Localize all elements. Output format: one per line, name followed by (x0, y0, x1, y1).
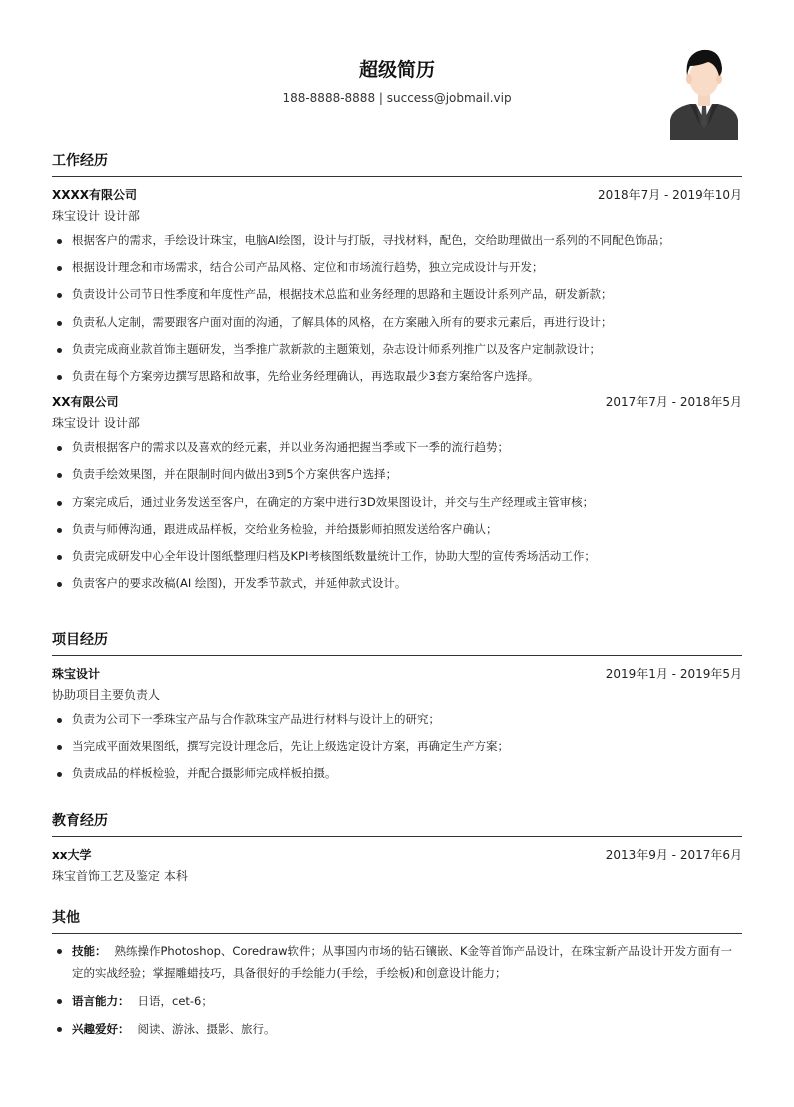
work-entry (52, 183, 742, 390)
company-name: XXXX有限公司 (52, 187, 138, 202)
list-item: 负责手绘效果图，并在限制时间内做出3到5个方案供客户选择； (52, 461, 742, 488)
language-label: 语言能力： (72, 994, 130, 1008)
project-entry (52, 662, 742, 788)
project-section (52, 631, 742, 788)
job-role: 珠宝设计 设计部 (52, 209, 140, 223)
list-item (52, 990, 742, 1012)
job-role: 珠宝设计 设计部 (52, 416, 140, 431)
list-item: 负责根据客户的需求以及喜欢的经元素，并以业务沟通把握当季或下一季的流行趋势； (52, 434, 742, 461)
language-text: 日语，cet-6； (137, 994, 213, 1008)
other-list (52, 940, 742, 1040)
hobby-text: 阅读、游泳、摄影、旅行。 (137, 1022, 276, 1036)
list-item: 方案完成后，通过业务发送至客户，在确定的方案中进行3D效果图设计，并交与生产经理或主管审核； (52, 489, 742, 516)
list-item: 负责与师傅沟通，跟进成品样板，交给业务检验，并给摄影师拍照发送给客户确认； (52, 516, 742, 543)
duty-list (52, 434, 742, 597)
duty-list (52, 706, 742, 788)
date-range: 2017年7月 - 2018年5月 (605, 394, 742, 409)
section-title: 项目经历 (52, 631, 742, 656)
hobby-label: 兴趣爱好： (72, 1022, 130, 1036)
major-degree: 珠宝首饰工艺及鉴定 本科 (52, 869, 188, 883)
list-item: 负责在每个方案旁边撰写思路和故事，先给业务经理确认，再选取最少3套方案给客户选择。 (52, 363, 742, 390)
section-title: 其他 (52, 909, 742, 934)
list-item: 负责为公司下一季珠宝产品与合作款珠宝产品进行材料与设计上的研究； (52, 706, 742, 733)
list-item: 负责私人定制，需要跟客户面对面的沟通，了解具体的风格，在方案融入所有的要求元素后，再进行设计； (52, 309, 742, 336)
list-item: 当完成平面效果图纸，撰写完设计理念后，先让上级选定设计方案，再确定生产方案； (52, 733, 742, 760)
education-section (52, 812, 742, 887)
section-title: 教育经历 (52, 812, 742, 837)
list-item (52, 940, 742, 984)
education-entry (52, 843, 742, 887)
list-item (52, 1018, 742, 1040)
other-section (52, 909, 742, 1046)
date-range: 2018年7月 - 2019年10月 (598, 187, 742, 202)
list-item: 负责客户的要求改稿(AI 绘图)，开发季节款式，并延伸款式设计。 (52, 570, 742, 597)
list-item: 负责设计公司节日性季度和年度性产品，根据技术总监和业务经理的思路和主题设计系列产品，研发新款； (52, 281, 742, 308)
skill-text: 熟练操作Photoshop、Coredraw软件；从事国内市场的钻石镶嵌、K金等首饰产品设计，在珠宝新产品设计开发方面有一定的实战经验；掌握雕蜡技巧，具备很好的手绘能力(手绘，手绘板)和创意设计能力； (72, 944, 733, 980)
project-name: 珠宝设计 (52, 666, 101, 681)
work-entry (52, 390, 742, 597)
project-role: 协助项目主要负责人 (52, 688, 161, 702)
list-item: 根据客户的需求，手绘设计珠宝，电脑AI绘图，设计与打版，寻找材料，配色，交给助理做出一系列的不同配色饰品； (52, 227, 742, 254)
date-range: 2019年1月 - 2019年5月 (605, 666, 742, 681)
school-name: xx大学 (52, 847, 92, 862)
section-title: 工作经历 (52, 152, 742, 177)
resume-header (0, 0, 794, 150)
skill-label: 技能： (72, 944, 107, 958)
list-item: 负责完成研发中心全年设计图纸整理归档及KPI考核图纸数量统计工作，协助大型的宣传秀场活动工作； (52, 543, 742, 570)
list-item: 根据设计理念和市场需求，结合公司产品风格、定位和市场流行趋势，独立完成设计与开发； (52, 254, 742, 281)
work-section (52, 152, 742, 597)
avatar (668, 44, 740, 140)
list-item: 负责成品的样板检验，并配合摄影师完成样板拍摄。 (52, 760, 742, 787)
date-range: 2013年9月 - 2017年6月 (605, 847, 742, 862)
candidate-name: 超级简历 (358, 59, 435, 81)
duty-list (52, 227, 742, 390)
list-item: 负责完成商业款首饰主题研发，当季推广款新款的主题策划，杂志设计师系列推广以及客户定制款设计； (52, 336, 742, 363)
contact-line: 188-8888-8888 | success@jobmail.vip (282, 91, 512, 105)
company-name: XX有限公司 (52, 394, 119, 409)
